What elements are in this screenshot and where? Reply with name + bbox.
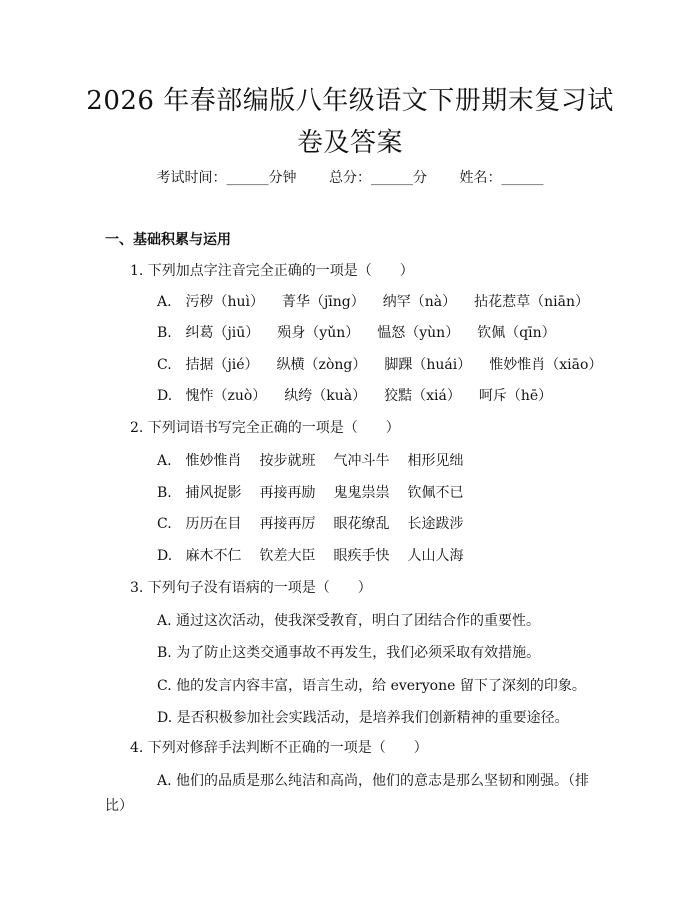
q1-option-d — [157, 386, 552, 406]
option-word: 再接再励 — [259, 485, 316, 501]
option-word: 再接再厉 — [259, 516, 316, 532]
q2-option-b — [157, 483, 463, 503]
q1-option-a — [157, 292, 589, 312]
option-word: 惟妙惟肖（xiāo） — [489, 357, 603, 373]
name-blank: ______ — [501, 170, 544, 186]
score-label: 总分： — [329, 170, 371, 186]
option-label: A. — [157, 294, 172, 310]
q1-option-c — [157, 355, 602, 375]
option-word: 长途跋涉 — [407, 516, 464, 532]
option-label: D. — [157, 388, 173, 404]
option-word: 愧怍（zuò） — [185, 388, 267, 404]
title-line-1: 2026 年春部编版八年级语文下册期末复习试 — [86, 86, 614, 116]
option-word: 鬼鬼祟祟 — [333, 485, 390, 501]
option-word: 呵斥（hē） — [478, 388, 553, 404]
option-word: 纳罕（nà） — [382, 294, 457, 310]
option-word: 纵横（zòng） — [276, 357, 367, 373]
question-3-stem: 3. 下列句子没有语病的一项是（ ） — [130, 580, 372, 596]
option-word: 眼花缭乱 — [333, 516, 390, 532]
option-label: D. — [157, 548, 173, 564]
score-blank: ______ — [371, 170, 413, 186]
q3-option-d: D. 是否积极参加社会实践活动，是培养我们创新精神的重要途径。 — [157, 710, 569, 726]
option-word: 愠怒（yùn） — [377, 325, 460, 341]
option-word: 拮据（jié） — [185, 357, 259, 373]
section-heading: 一、基础积累与运用 — [105, 232, 231, 248]
q4-option-a-line-2: 比） — [105, 798, 133, 814]
option-word: 人山人海 — [407, 548, 464, 564]
total-score — [329, 170, 427, 186]
option-word: 拈花惹草（niān） — [474, 294, 589, 310]
option-label: C. — [157, 357, 172, 373]
option-word: 纨绔（kuà） — [284, 388, 367, 404]
exam-info — [0, 168, 700, 188]
q1-option-b — [157, 323, 556, 343]
option-word: 纠葛（jiū） — [185, 325, 260, 341]
option-word: 按步就班 — [259, 453, 316, 469]
option-word: 气冲斗牛 — [333, 453, 390, 469]
q2-option-d — [157, 546, 463, 566]
option-label: B. — [157, 485, 172, 501]
option-word: 历历在目 — [185, 516, 242, 532]
option-word: 脚踝（huái） — [384, 357, 472, 373]
q3-option-c: C. 他的发言内容丰富，语言生动，给 everyone 留下了深刻的印象。 — [157, 678, 586, 694]
q2-option-c — [157, 514, 463, 534]
option-word: 捕风捉影 — [185, 485, 242, 501]
option-label: B. — [157, 325, 172, 341]
time-unit: 分钟 — [268, 170, 297, 186]
page-title — [60, 80, 640, 164]
option-word: 相形见绌 — [407, 453, 464, 469]
option-word: 钦差大臣 — [259, 548, 316, 564]
option-label: A. — [157, 453, 172, 469]
q2-option-a — [157, 451, 463, 471]
option-word: 眼疾手快 — [333, 548, 390, 564]
option-word: 殒身（yǔn） — [277, 325, 360, 341]
q3-option-a: A. 通过这次活动，使我深受教育，明白了团结合作的重要性。 — [157, 613, 541, 629]
score-unit: 分 — [413, 170, 427, 186]
option-word: 惟妙惟肖 — [185, 453, 242, 469]
option-word: 菁华（jīng） — [281, 294, 365, 310]
name-label: 姓名： — [459, 170, 502, 186]
option-word: 狡黠（xiá） — [384, 388, 461, 404]
time-label: 考试时间： — [156, 170, 227, 186]
question-4-stem: 4. 下列对修辞手法判断不正确的一项是（ ） — [130, 740, 428, 756]
q4-option-a-line-1: A. 他们的品质是那么纯洁和高尚，他们的意志是那么坚韧和刚强。（排 — [157, 773, 590, 789]
time-blank: ______ — [226, 170, 269, 186]
option-word: 钦佩不已 — [407, 485, 464, 501]
exam-time — [157, 170, 297, 186]
option-word: 污秽（huì） — [185, 294, 264, 310]
option-word: 钦佩（qīn） — [477, 325, 556, 341]
question-1-stem: 1. 下列加点字注音完全正确的一项是（ ） — [130, 263, 414, 279]
title-line-2: 卷及答案 — [296, 128, 403, 158]
student-name — [459, 170, 543, 186]
option-word: 麻木不仁 — [185, 548, 242, 564]
question-2-stem: 2. 下列词语书写完全正确的一项是（ ） — [130, 420, 400, 436]
q3-option-b: B. 为了防止这类交通事故不再发生，我们必须采取有效措施。 — [157, 645, 541, 661]
option-label: C. — [157, 516, 172, 532]
